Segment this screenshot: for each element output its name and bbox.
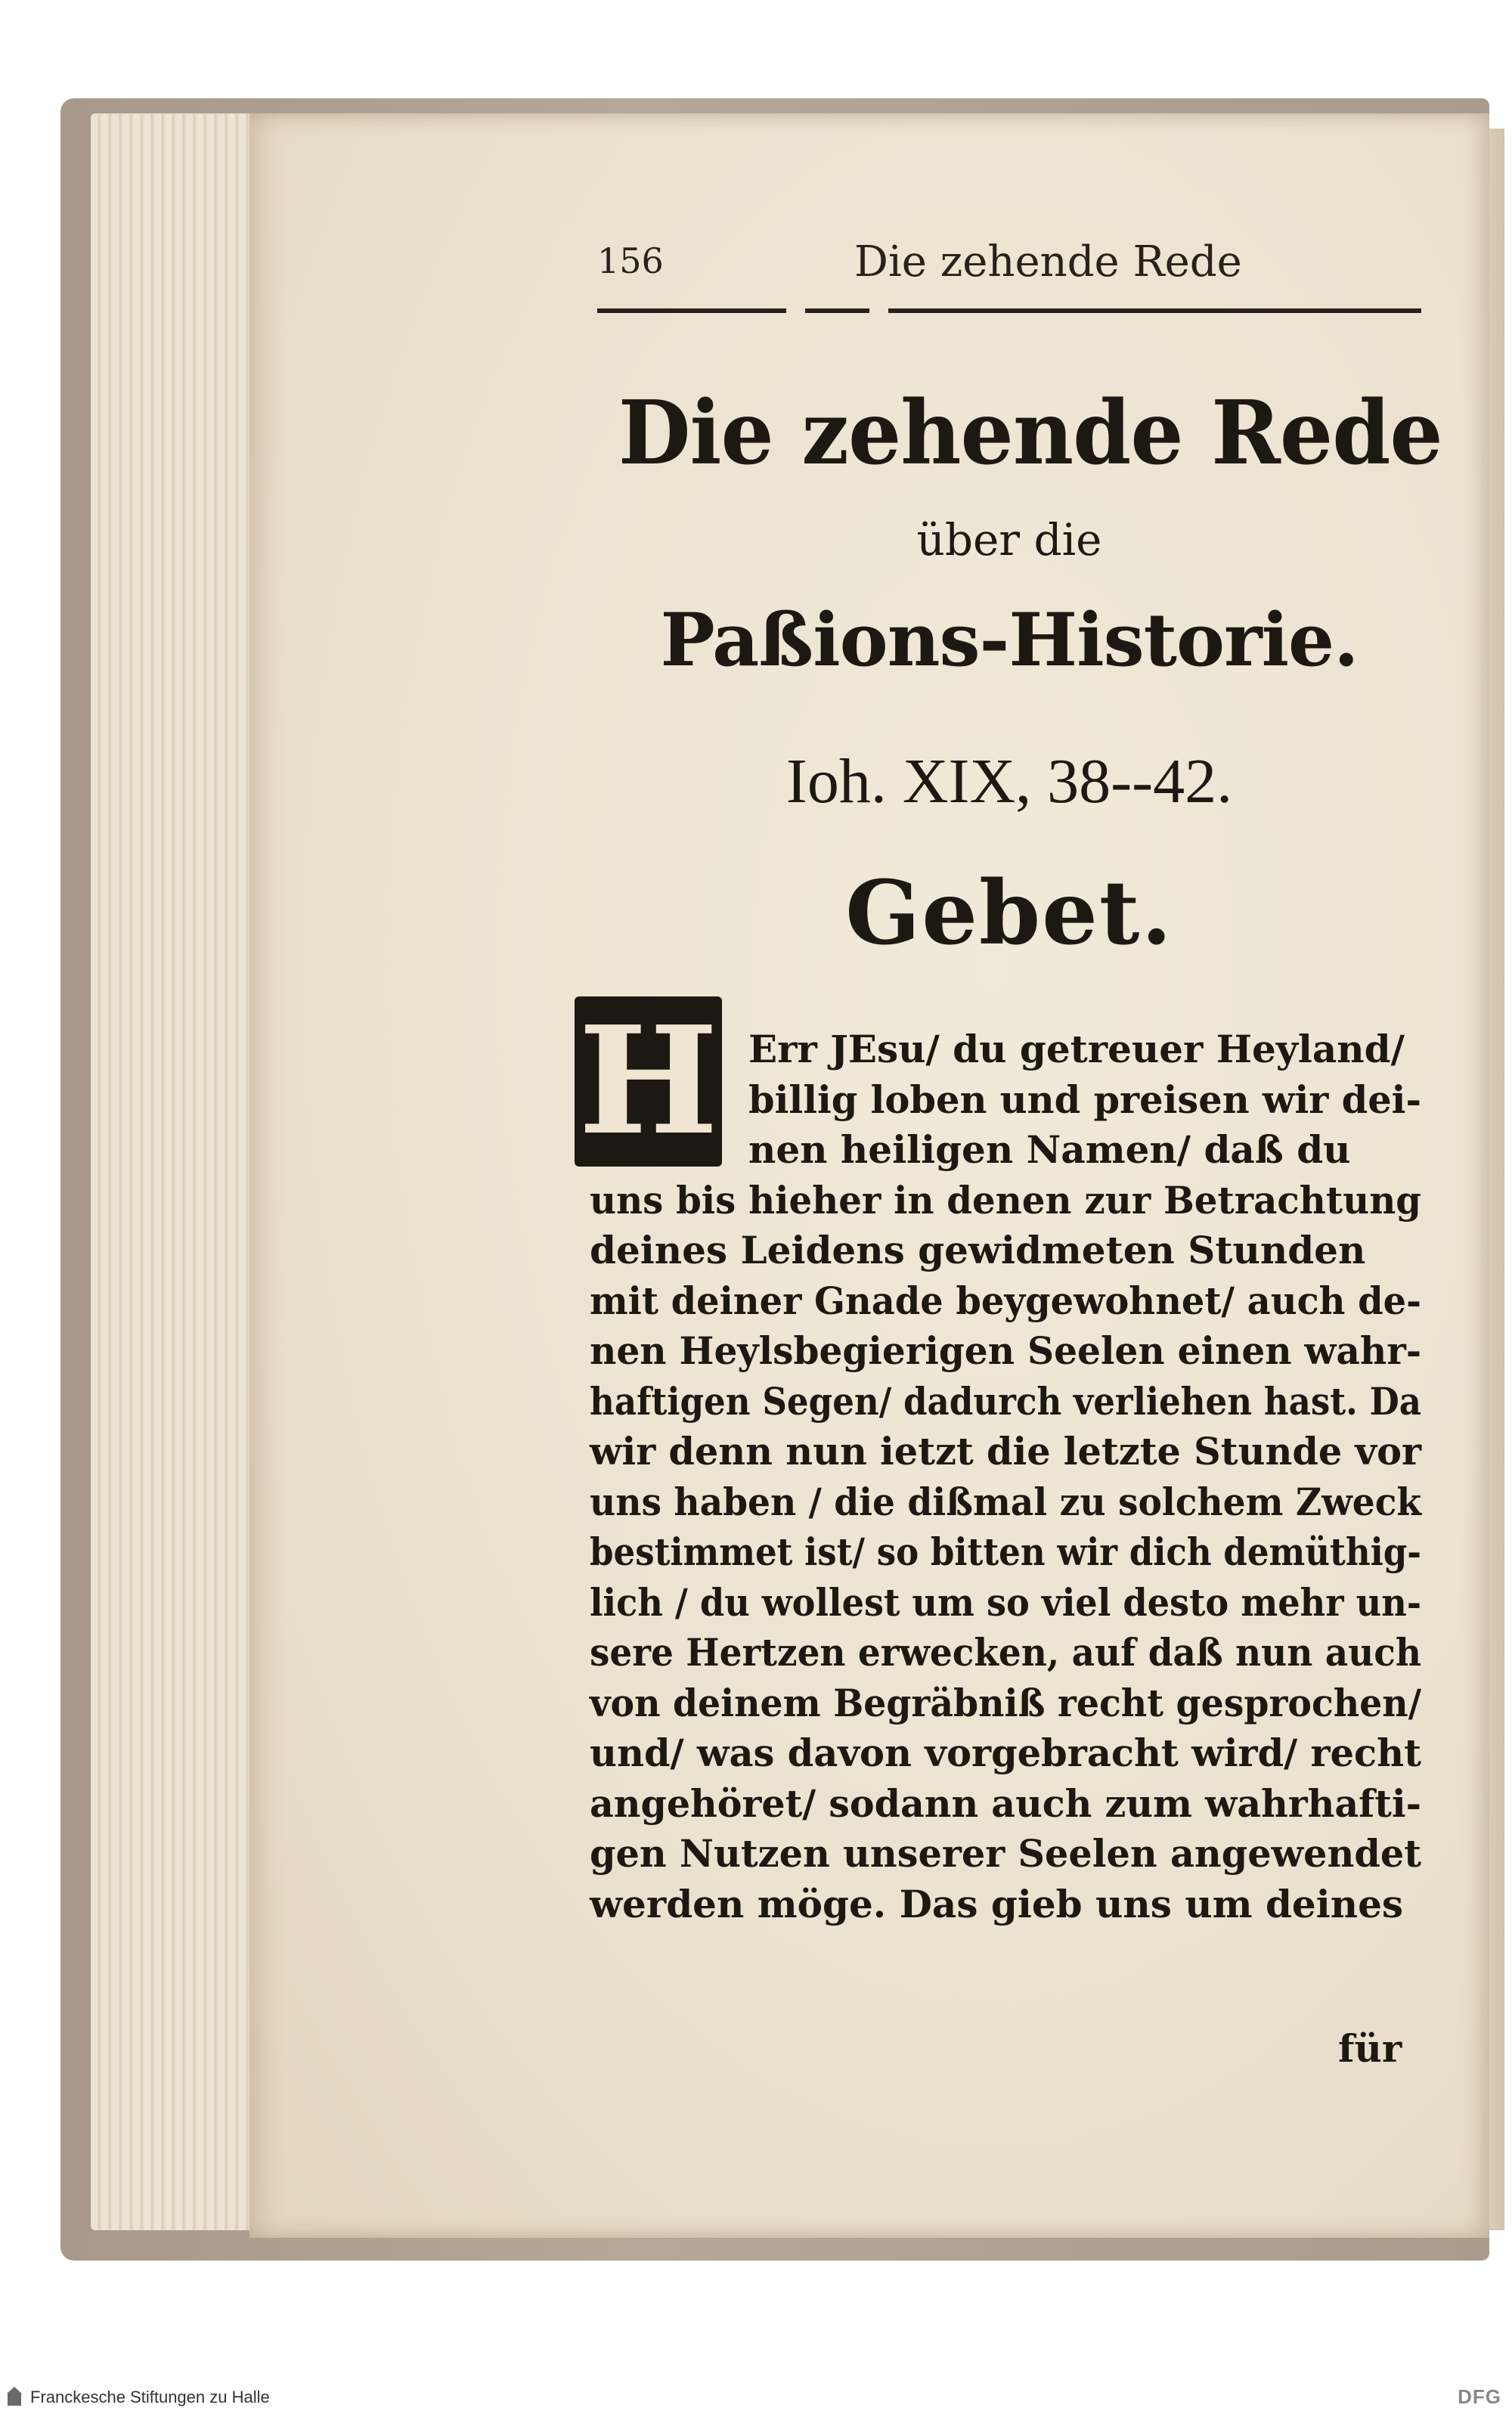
prayer-line: mit deiner Gnade beygewohnet/ auch de- — [590, 1278, 1421, 1323]
prayer-line: wir denn nun ietzt die letzte Stunde vor — [590, 1429, 1421, 1474]
prayer-line: gen Nutzen unserer Seelen angewendet — [590, 1831, 1421, 1876]
header-rule — [597, 308, 1421, 313]
prayer-line: lich / du wollest um so viel desto mehr un- — [590, 1579, 1421, 1625]
prayer-line: billig loben und preisen wir dei- — [748, 1077, 1421, 1122]
prayer-line: bestimmet ist/ so bitten wir dich demüthig- — [590, 1529, 1421, 1574]
scripture-reference: Ioh. XIX, 38--42. — [785, 746, 1233, 817]
initial-letter: H — [578, 994, 719, 1168]
running-title: Die zehende Rede — [854, 237, 1242, 287]
prayer-line: nen heiligen Namen/ daß du — [748, 1127, 1351, 1172]
page-number: 156 — [597, 240, 664, 281]
prayer-line: angehöret/ sodann auch zum wahrhafti- — [590, 1780, 1421, 1826]
prayer-line: haftigen Segen/ dadurch verliehen hast. Da — [590, 1378, 1421, 1424]
sermon-subtitle: über die — [916, 514, 1102, 566]
footer-bar — [0, 2382, 1512, 2411]
prayer-line: und/ was davon vorgebracht wird/ recht — [590, 1731, 1421, 1775]
prayer-heading: Gebet. — [845, 862, 1173, 965]
prayer-line: von deinem Begräbniß recht gesprochen/ — [590, 1680, 1421, 1725]
running-head — [597, 237, 1421, 301]
prayer-line: sere Hertzen erwecken, auf daß nun auch — [590, 1630, 1421, 1675]
ornamental-initial — [575, 996, 722, 1167]
footer-funder-logo: DFG — [1458, 2385, 1501, 2408]
sermon-title: Die zehende Rede — [618, 382, 1442, 485]
prayer-line: nen Heylsbegierigen Seelen einen wahr- — [590, 1328, 1421, 1373]
prayer-line: uns haben / die dißmal zu solchem Zweck — [590, 1479, 1421, 1524]
prayer-line: uns bis hieher in denen zur Betrachtung — [590, 1177, 1421, 1223]
catchword: für — [1338, 2026, 1402, 2071]
prayer-line: Err JEsu/ du getreuer Heyland/ — [748, 1027, 1405, 1071]
prayer-line: werden möge. Das gieb uns um deines — [590, 1881, 1404, 1926]
footer-institution: Franckesche Stiftungen zu Halle — [30, 2388, 270, 2406]
prayer-line: deines Leidens gewidmeten Stunden — [590, 1228, 1366, 1272]
sermon-subject: Paßions-Historie. — [660, 597, 1359, 683]
institution-logo-icon — [6, 2386, 23, 2407]
